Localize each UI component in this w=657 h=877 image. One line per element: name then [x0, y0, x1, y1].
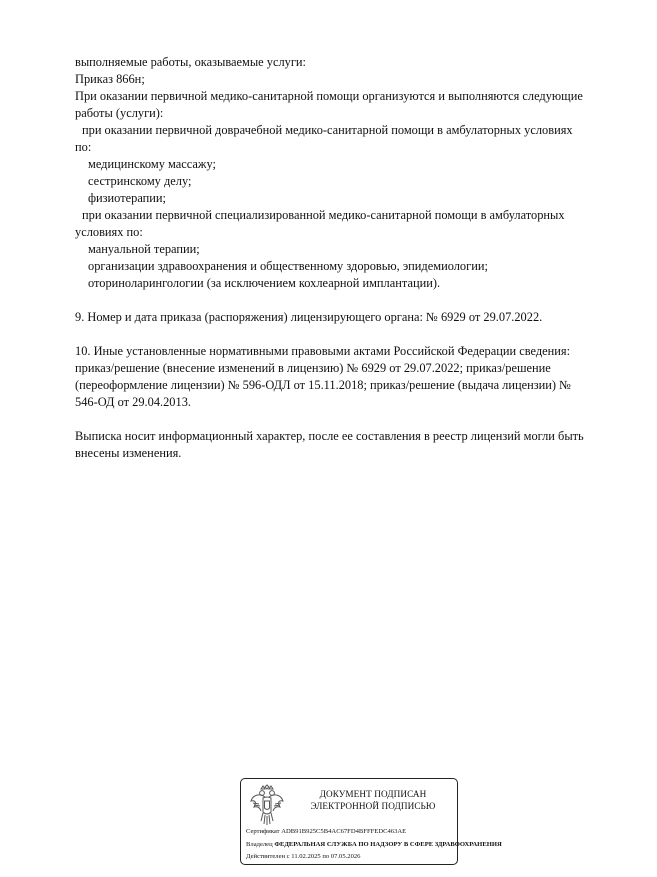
text-line: при оказании первичной специализированной медико-санитарной помощи в амбулаторных — [82, 208, 565, 222]
stamp-title: ДОКУМЕНТ ПОДПИСАН ЭЛЕКТРОННОЙ ПОДПИСЬЮ — [310, 789, 436, 811]
electronic-signature-stamp — [240, 778, 502, 865]
item-10-line: 546-ОД от 29.04.2013. — [75, 395, 191, 409]
notice-line: внесены изменения. — [75, 446, 182, 460]
text-line: работы (услуги): — [75, 106, 164, 120]
text-line: выполняемые работы, оказываемые услуги: — [75, 55, 307, 69]
owner-line: Владелец ФЕДЕРАЛЬНАЯ СЛУЖБА ПО НАДЗОРУ В СФЕРЕ ЗДРАВООХРАНЕНИЯ — [246, 841, 502, 848]
text-line: по: — [75, 140, 92, 154]
certificate-line: Сертификат ADB91B925C5B4AC67FD4BFFFEDC463AE — [246, 828, 407, 835]
item-10-line: приказ/решение (внесение изменений в лицензию) № 6929 от 29.07.2022; приказ/решение — [75, 361, 551, 375]
list-item: сестринскому делу; — [88, 174, 192, 188]
item-9-order: 9. Номер и дата приказа (распоряжения) лицензирующего органа: № 6929 от 29.07.2022. — [75, 310, 543, 324]
text-line: при оказании первичной доврачебной медико-санитарной помощи в амбулаторных условиях — [82, 123, 573, 137]
text-line: условиях по: — [75, 225, 143, 239]
text-line: Приказ 866н; — [75, 72, 145, 86]
validity-line: Действителен с 11.02.2025 по 07.05.2026 — [246, 853, 361, 860]
list-item: оториноларингологии (за исключением кохлеарной имплантации). — [88, 276, 441, 290]
notice-line: Выписка носит информационный характер, после ее составления в реестр лицензий могли быть — [75, 429, 584, 443]
item-10-line: (переоформление лицензии) № 596-ОДЛ от 15.11.2018; приказ/решение (выдача лицензии) № — [75, 378, 571, 392]
russian-coat-of-arms-icon — [249, 785, 285, 827]
item-10-line: 10. Иные установленные нормативными правовыми актами Российской Федерации сведения: — [75, 344, 571, 358]
document-body — [75, 54, 625, 462]
text-line: При оказании первичной медико-санитарной помощи организуются и выполняются следующие — [75, 89, 583, 103]
list-item: медицинскому массажу; — [88, 157, 216, 171]
list-item: мануальной терапии; — [88, 242, 200, 256]
list-item: физиотерапии; — [88, 191, 166, 205]
list-item: организации здравоохранения и общественному здоровью, эпидемиологии; — [88, 259, 488, 273]
